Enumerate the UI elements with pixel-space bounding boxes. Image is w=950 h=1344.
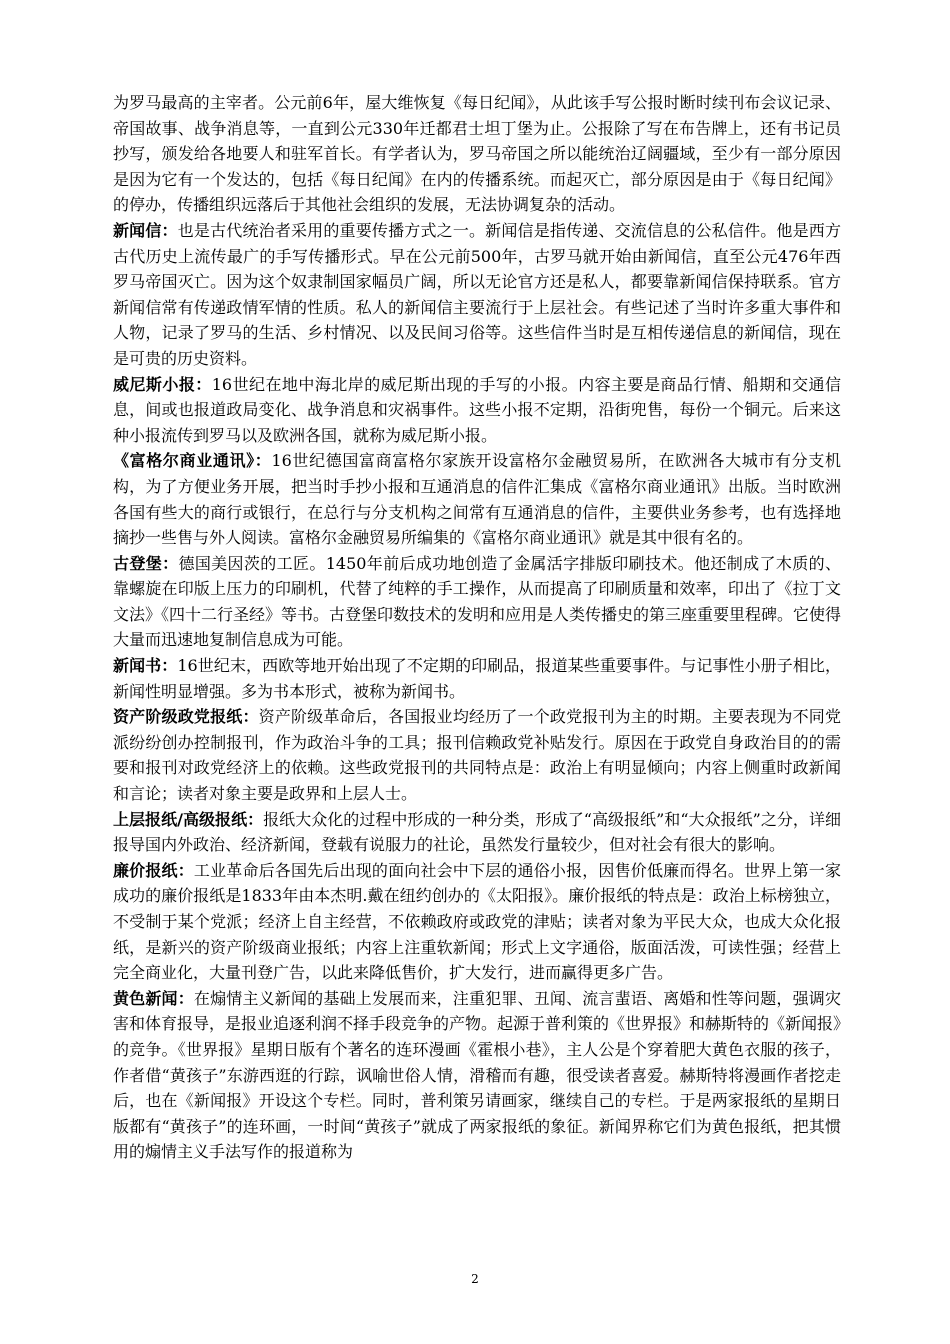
term-heading: 黄色新闻： (113, 988, 194, 1008)
term-heading: 《富格尔商业通讯》： (113, 451, 272, 471)
paragraph-fugger-newsletter (113, 448, 841, 550)
paragraph-text: 德国美因茨的工匠。1450年前后成功地创造了金属活字排版印刷技术。他还制成了木质的、靠螺旋在印版上压力的印刷机，代替了纯粹的手工操作，从而提高了印刷质量和效率，印出了《拉丁文文法》《四十二行圣经》等书。古登堡印数技术的发明和应用是人类传播史的第三座重要里程碑。它使得大量而迅速地复制信息成为可能。 (113, 553, 842, 650)
paragraph-text: 资产阶级革命后，各国报业均经历了一个政党报刊为主的时期。主要表现为不同党派纷纷创办控制报刊，作为政治斗争的工具；报刊信赖政党补贴发行。原因在于政党自身政治目的的需要和报刊对政党经济上的依赖。这些政党报刊的共同特点是：政治上有明显倾向；内容上侧重时政新闻和言论；读者对象主要是政界和上层人士。 (113, 707, 841, 804)
paragraph-news-book (113, 653, 841, 704)
paragraph-text: 也是古代统治者采用的重要传播方式之一。新闻信是指传递、交流信息的公私信件。他是西方古代历史上流传最广的手写传播形式。早在公元前500年，古罗马就开始由新闻信，直至公元476年西罗马帝国灭亡。因为这个奴隶制国家幅员广阔，所以无论官方还是私人，都要靠新闻信保持联系。官方新闻信常有传递政情军情的性质。私人的新闻信主要流行于上层社会。有些记述了当时许多重大事件和人物，记录了罗马的生活、乡村情况、以及民间习俗等。这些信件当时是互相传递信息的新闻信，现在是可贵的历史资料。 (113, 220, 841, 368)
paragraph-gutenberg (113, 551, 841, 653)
term-heading: 古登堡： (113, 553, 179, 573)
term-heading: 新闻信： (113, 220, 178, 240)
term-heading: 新闻书： (113, 656, 178, 676)
term-heading: 廉价报纸： (113, 860, 194, 880)
paragraph-newsletter (113, 218, 841, 372)
paragraph-text: 16世纪德国富商富格尔家族开设富格尔金融贸易所，在欧洲各大城市有分支机构，为了方便业务开展，把当时手抄小报和互通消息的信件汇集成《富格尔商业通讯》出版。当时欧洲各国有些大的商行或银行，在总行与分支机构之间常有互通消息的信件，主要供业务参考，也有选择地摘抄一些售与外人阅读。富格尔金融贸易所编集的《富格尔商业通讯》就是其中很有名的。 (113, 451, 841, 548)
paragraph-party-press (113, 704, 841, 806)
paragraph-text: 工业革命后各国先后出现的面向社会中下层的通俗小报，因售价低廉而得名。世界上第一家成功的廉价报纸是1833年由本杰明.戴在纽约创办的《太阳报》。廉价报纸的特点是：政治上标榜独立，不受制于某个党派；经济上自主经营，不依赖政府或政党的津贴；读者对象为平民大众，也成大众化报纸，是新兴的资产阶级商业报纸；内容上注重软新闻；形式上文字通俗，版面活泼，可读性强；经营上完全商业化，大量刊登广告，以此来降低售价，扩大发行，进而赢得更多广告。 (113, 860, 841, 983)
document-body (113, 90, 841, 1165)
term-heading: 威尼斯小报： (113, 374, 212, 394)
paragraph-text: 16世纪在地中海北岸的威尼斯出现的手写的小报。内容主要是商品行情、船期和交通信息，间或也报道政局变化、战争消息和灾祸事件。这些小报不定期，沿街兜售，每份一个铜元。后来这种小报流传到罗马以及欧洲各国，就称为威尼斯小报。 (113, 374, 841, 445)
paragraph-yellow-journalism (113, 986, 841, 1165)
paragraph-venetian-gazette (113, 372, 841, 449)
term-heading: 上层报纸/高级报纸： (113, 809, 264, 829)
paragraph-text: 在煽情主义新闻的基础上发展而来，注重犯罪、丑闻、流言蜚语、离婚和性等问题，强调灾害和体育报导，是报业追逐利润不择手段竞争的产物。起源于普利策的《世界报》和赫斯特的《新闻报》的竞争。《世界报》星期日版有个著名的连环漫画《霍根小巷》，主人公是个穿着肥大黄色衣服的孩子，作者借“黄孩子”东游西逛的行踪，讽喻世俗人情，滑稽而有趣，很受读者喜爱。赫斯特将漫画作者挖走后，也在《新闻报》开设这个专栏。同时，普利策另请画家，继续自己的专栏。于是两家报纸的星期日版都有“黄孩子”的连环画，一时间“黄孩子”就成了两家报纸的象征。新闻界称它们为黄色报纸，把其惯用的煽情主义手法写作的报道称为 (113, 988, 842, 1162)
term-heading: 资产阶级政党报纸： (113, 707, 259, 727)
paragraph-roman-gazette (113, 90, 841, 218)
paragraph-text: 报纸大众化的过程中形成的一种分类，形成了“高级报纸”和“大众报纸”之分，详细报导国内外政治、经济新闻，登载有说服力的社论，虽然发行量较少，但对社会有很大的影响。 (113, 809, 841, 855)
page-number: 2 (471, 1272, 479, 1286)
paragraph-text: 16世纪末，西欧等地开始出现了不定期的印刷品，报道某些重要事件。与记事性小册子相比，新闻性明显增强。多为书本形式，被称为新闻书。 (113, 656, 841, 701)
paragraph-text: 为罗马最高的主宰者。公元前6年，屋大维恢复《每日纪闻》，从此该手写公报时断时续刊布会议记录、帝国故事、战争消息等，一直到公元330年迁都君士坦丁堡为止。公报除了写在布告牌上，还有书记员抄写，颁发给各地要人和驻军首长。有学者认为，罗马帝国之所以能统治辽阔疆域，至少有一部分原因是因为它有一个发达的，包括《每日纪闻》在内的传播系统。而起灭亡，部分原因是由于《每日纪闻》的停办，传播组织远落后于其他社会组织的发展，无法协调复杂的活动。 (113, 93, 841, 215)
paragraph-penny-press (113, 858, 841, 986)
paragraph-quality-press (113, 807, 841, 858)
